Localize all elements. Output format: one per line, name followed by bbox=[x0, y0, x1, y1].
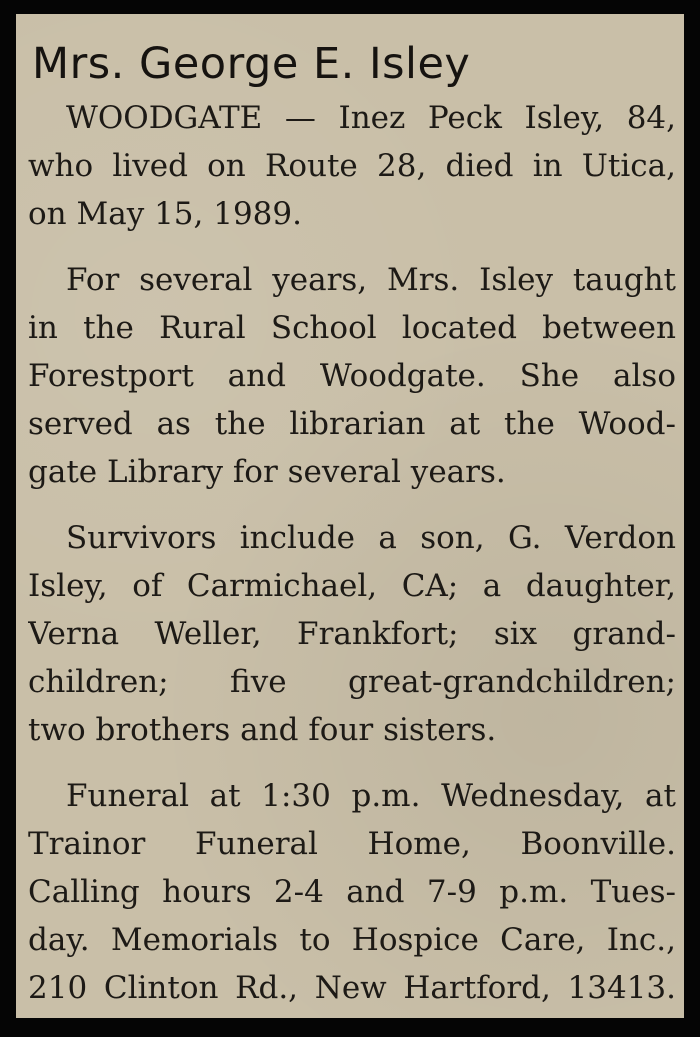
paragraph-line: Verna Weller, Frankfort; six grand- bbox=[28, 616, 676, 652]
obituary-paragraph-2 bbox=[28, 256, 676, 496]
paragraph-line: For several years, Mrs. Isley taught bbox=[66, 262, 676, 298]
paragraph-line: Survivors include a son, G. Verdon bbox=[66, 520, 676, 556]
paragraph-line: Funeral at 1:30 p.m. Wednesday, at bbox=[66, 778, 676, 814]
paragraph-line: 210 Clinton Rd., New Hartford, 13413. bbox=[28, 970, 676, 1006]
paragraph-line: Trainor Funeral Home, Boonville. bbox=[28, 826, 676, 862]
paragraph-line: who lived on Route 28, died in Utica, bbox=[28, 148, 676, 184]
paragraph-line: gate Library for several years. bbox=[28, 454, 506, 490]
paragraph-line: day. Memorials to Hospice Care, Inc., bbox=[28, 922, 676, 958]
paragraph-line: two brothers and four sisters. bbox=[28, 712, 497, 748]
obituary-paragraph-3 bbox=[28, 514, 676, 754]
paragraph-line: on May 15, 1989. bbox=[28, 196, 302, 232]
paragraph-line: Isley, of Carmichael, CA; a daughter, bbox=[28, 568, 676, 604]
paragraph-line: WOODGATE — Inez Peck Isley, 84, bbox=[66, 100, 676, 136]
obituary-paragraph-4 bbox=[28, 772, 676, 1012]
obituary-paragraph-1 bbox=[28, 94, 676, 238]
newspaper-clipping bbox=[16, 14, 684, 1018]
paragraph-line: children; five great-grandchildren; bbox=[28, 664, 676, 700]
paragraph-line: Forestport and Woodgate. She also bbox=[28, 358, 676, 394]
paragraph-line: in the Rural School located between bbox=[28, 310, 676, 346]
paragraph-line: Calling hours 2-4 and 7-9 p.m. Tues- bbox=[28, 874, 676, 910]
obituary-headline: Mrs. George E. Isley bbox=[32, 39, 471, 89]
paragraph-line: served as the librarian at the Wood- bbox=[28, 406, 676, 442]
